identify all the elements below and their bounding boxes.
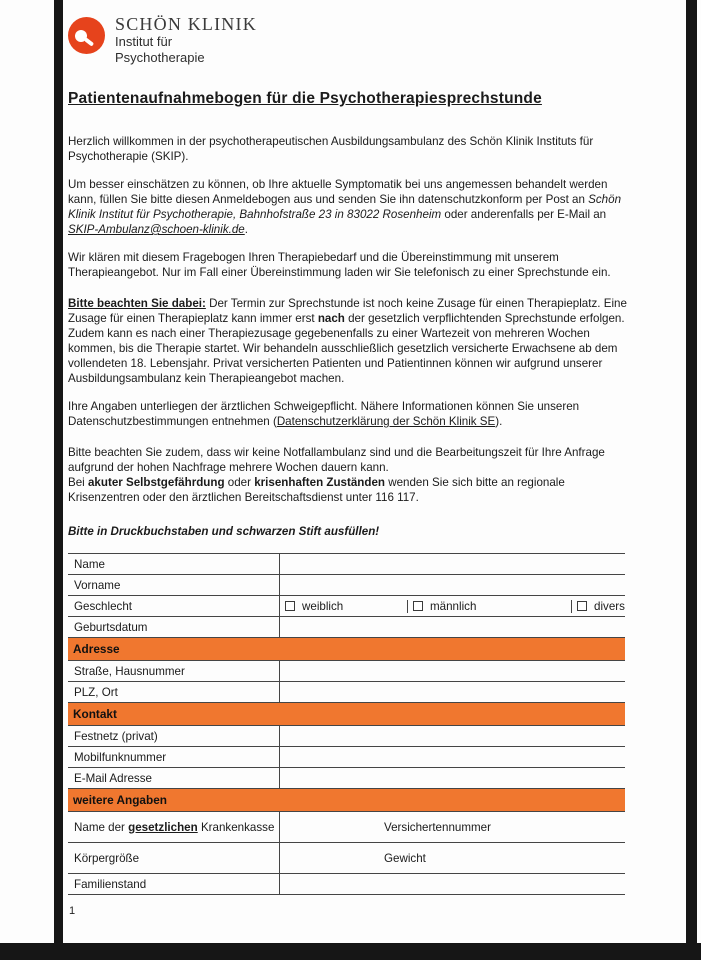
- option-maennlich-label: männlich: [430, 599, 477, 613]
- table-row-geburtsdatum: [68, 617, 625, 638]
- input-cell-strasse[interactable]: [280, 661, 625, 681]
- input-cell-mobilfunknummer[interactable]: [280, 747, 625, 767]
- emergency-text-1: Bitte beachten Sie zudem, dass wir keine Notfallambulanz sind und die Bearbeitungszeit für Ihre Anfrage aufgrund der hohen Nachfrage mehrere Wochen dauern kann.: [68, 446, 605, 474]
- krankenkasse-text-2: Krankenkasse: [197, 820, 275, 834]
- send-text-3: .: [244, 223, 248, 236]
- scan-edge-left: [54, 0, 63, 960]
- emergency-text-4: wenden Sie sich bitte an regionale Krisenzentren oder den ärztlichen Bereitschaftsdienst unter 116 117.: [68, 476, 565, 504]
- clinic-name: SCHÖN KLINIK: [115, 14, 257, 34]
- paragraph-emergency: [68, 445, 629, 505]
- input-cell-plz-ort[interactable]: [280, 682, 625, 702]
- document-page: [68, 14, 629, 895]
- option-weiblich-label: weiblich: [302, 599, 344, 613]
- input-cell-krankenkasse[interactable]: [280, 812, 625, 842]
- privacy-text-2: ).: [495, 415, 503, 428]
- table-row-geschlecht: [68, 596, 625, 617]
- option-divers-label: divers: [594, 599, 625, 613]
- clinic-logo-icon: [68, 17, 105, 54]
- input-cell-email[interactable]: [280, 768, 625, 788]
- checkbox-divers[interactable]: [577, 601, 587, 611]
- checkbox-weiblich[interactable]: [285, 601, 295, 611]
- paragraph-welcome: [68, 134, 629, 164]
- scan-edge-right: [686, 0, 697, 960]
- note-emphasis: nach: [317, 312, 345, 325]
- note-text-1: Der Termin zur Sprechstunde ist noch keine Zusage für einen Therapieplatz. Eine Zusage für einen Therapieplatz kann immer erst: [68, 297, 627, 325]
- fill-instruction: Bitte in Druckbuchstaben und schwarzen Stift ausfüllen!: [68, 525, 380, 538]
- input-cell-vorname[interactable]: [280, 575, 625, 595]
- paragraph-clarify-text: Wir klären mit diesem Fragebogen Ihren Therapiebedarf und die Übereinstimmung mit unserem Therapieangebot. Nur im Fall einer Übereinstimmung laden wir Sie telefonisch zu einer Sprechstunde ein.: [68, 251, 611, 279]
- emergency-bold-1: akuter Selbstgefährdung: [87, 476, 225, 489]
- patient-form-table: [68, 553, 625, 895]
- paragraph-note: [68, 296, 629, 386]
- label-strasse: Straße, Hausnummer: [68, 661, 280, 681]
- input-cell-familienstand[interactable]: [280, 874, 625, 894]
- krankenkasse-emphasis: gesetzlichen: [128, 820, 198, 834]
- krankenkasse-text-1: Name der: [74, 820, 129, 834]
- send-text-1: Um besser einschätzen zu können, ob Ihre aktuelle Symptomatik bei uns angemessen behandelt werden kann, füllen Sie bitte diesen Anmeldebogen aus und senden Sie ihn datenschutzkonform per Post an: [68, 178, 608, 206]
- scan-edge-bottom: [0, 943, 701, 960]
- table-row-strasse: [68, 661, 625, 682]
- table-row-familienstand: [68, 874, 625, 895]
- paragraph-send: [68, 177, 629, 237]
- section-header-weitere-angaben: weitere Angaben: [68, 789, 625, 812]
- paragraph-privacy: [68, 399, 629, 429]
- table-row-festnetz: [68, 726, 625, 747]
- label-email: E-Mail Adresse: [68, 768, 280, 788]
- label-vorname: Vorname: [68, 575, 280, 595]
- geschlecht-options: [280, 596, 625, 616]
- section-header-kontakt: Kontakt: [68, 703, 625, 726]
- label-name: Name: [68, 554, 280, 574]
- emergency-text-2: Bei: [68, 476, 88, 489]
- note-lead: Bitte beachten Sie dabei:: [68, 297, 206, 310]
- label-plz-ort: PLZ, Ort: [68, 682, 280, 702]
- label-gewicht: Gewicht: [384, 851, 426, 865]
- note-text-2: der gesetzlich verpflichtenden Sprechstunde erfolgen. Zudem kann es nach einer Therapiezusage gegebenenfalls zu einer Wartezeit von mehreren Wochen kommen, bis die Therapie startet. Wir behandeln ausschließlich gesetzlich versicherte Erwachsene ab dem vollendeten 18. Lebensjahr. Privat versicherten Patienten und Patientinnen können wir aufgrund unserer Ausbildungsambulanz kein Therapieangebot machen.: [68, 312, 625, 385]
- paragraph-clarify: [68, 250, 629, 280]
- clinic-subtitle-line1: Institut für: [115, 34, 173, 49]
- clinic-logo-text: [115, 14, 257, 66]
- emergency-text-3: oder: [224, 476, 255, 489]
- option-maennlich[interactable]: [408, 600, 572, 613]
- table-row-mobilfunknummer: [68, 747, 625, 768]
- label-koerpergroesse: Körpergröße: [68, 843, 280, 873]
- clinic-logo: [68, 14, 629, 66]
- input-cell-koerpergroesse[interactable]: [280, 843, 625, 873]
- table-row-plz-ort: [68, 682, 625, 703]
- table-row-koerpergroesse: [68, 843, 625, 874]
- privacy-policy-link[interactable]: Datenschutzerklärung der Schön Klinik SE: [276, 415, 496, 428]
- label-krankenkasse: [68, 812, 280, 842]
- input-cell-name[interactable]: [280, 554, 625, 574]
- label-versichertennummer: Versichertennummer: [384, 820, 491, 834]
- table-row-name: [68, 554, 625, 575]
- input-cell-festnetz[interactable]: [280, 726, 625, 746]
- checkbox-maennlich[interactable]: [413, 601, 423, 611]
- section-header-adresse: Adresse: [68, 638, 625, 661]
- input-cell-geburtsdatum[interactable]: [280, 617, 625, 637]
- label-geschlecht: Geschlecht: [68, 596, 280, 616]
- table-row-vorname: [68, 575, 625, 596]
- paragraph-welcome-text: Herzlich willkommen in der psychotherapeutischen Ausbildungsambulanz des Schön Klinik Instituts für Psychotherapie (SKIP).: [68, 135, 594, 163]
- page-title: Patientenaufnahmebogen für die Psychotherapiesprechstunde: [68, 90, 542, 107]
- label-geburtsdatum: Geburtsdatum: [68, 617, 280, 637]
- email-link[interactable]: SKIP-Ambulanz@schoen-klinik.de: [68, 223, 245, 236]
- clinic-subtitle-line2: Psychotherapie: [115, 50, 205, 65]
- option-weiblich[interactable]: [280, 600, 408, 613]
- emergency-bold-2: krisenhaften Zuständen: [254, 476, 385, 489]
- label-festnetz: Festnetz (privat): [68, 726, 280, 746]
- option-divers[interactable]: [572, 600, 625, 613]
- postal-address: Schön Klinik Institut für Psychotherapie, Bahnhofstraße 23 in 83022 Rosenheim: [68, 193, 622, 221]
- table-row-email: [68, 768, 625, 789]
- privacy-text-1: Ihre Angaben unterliegen der ärztlichen Schweigepflicht. Nähere Informationen können Sie unseren Datenschutzbestimmungen entnehmen (: [68, 400, 580, 428]
- page-number: 1: [69, 905, 76, 917]
- table-row-krankenkasse: [68, 812, 625, 843]
- send-text-2: oder anderenfalls per E-Mail an: [441, 208, 607, 221]
- label-mobilfunknummer: Mobilfunknummer: [68, 747, 280, 767]
- label-familienstand: Familienstand: [68, 874, 280, 894]
